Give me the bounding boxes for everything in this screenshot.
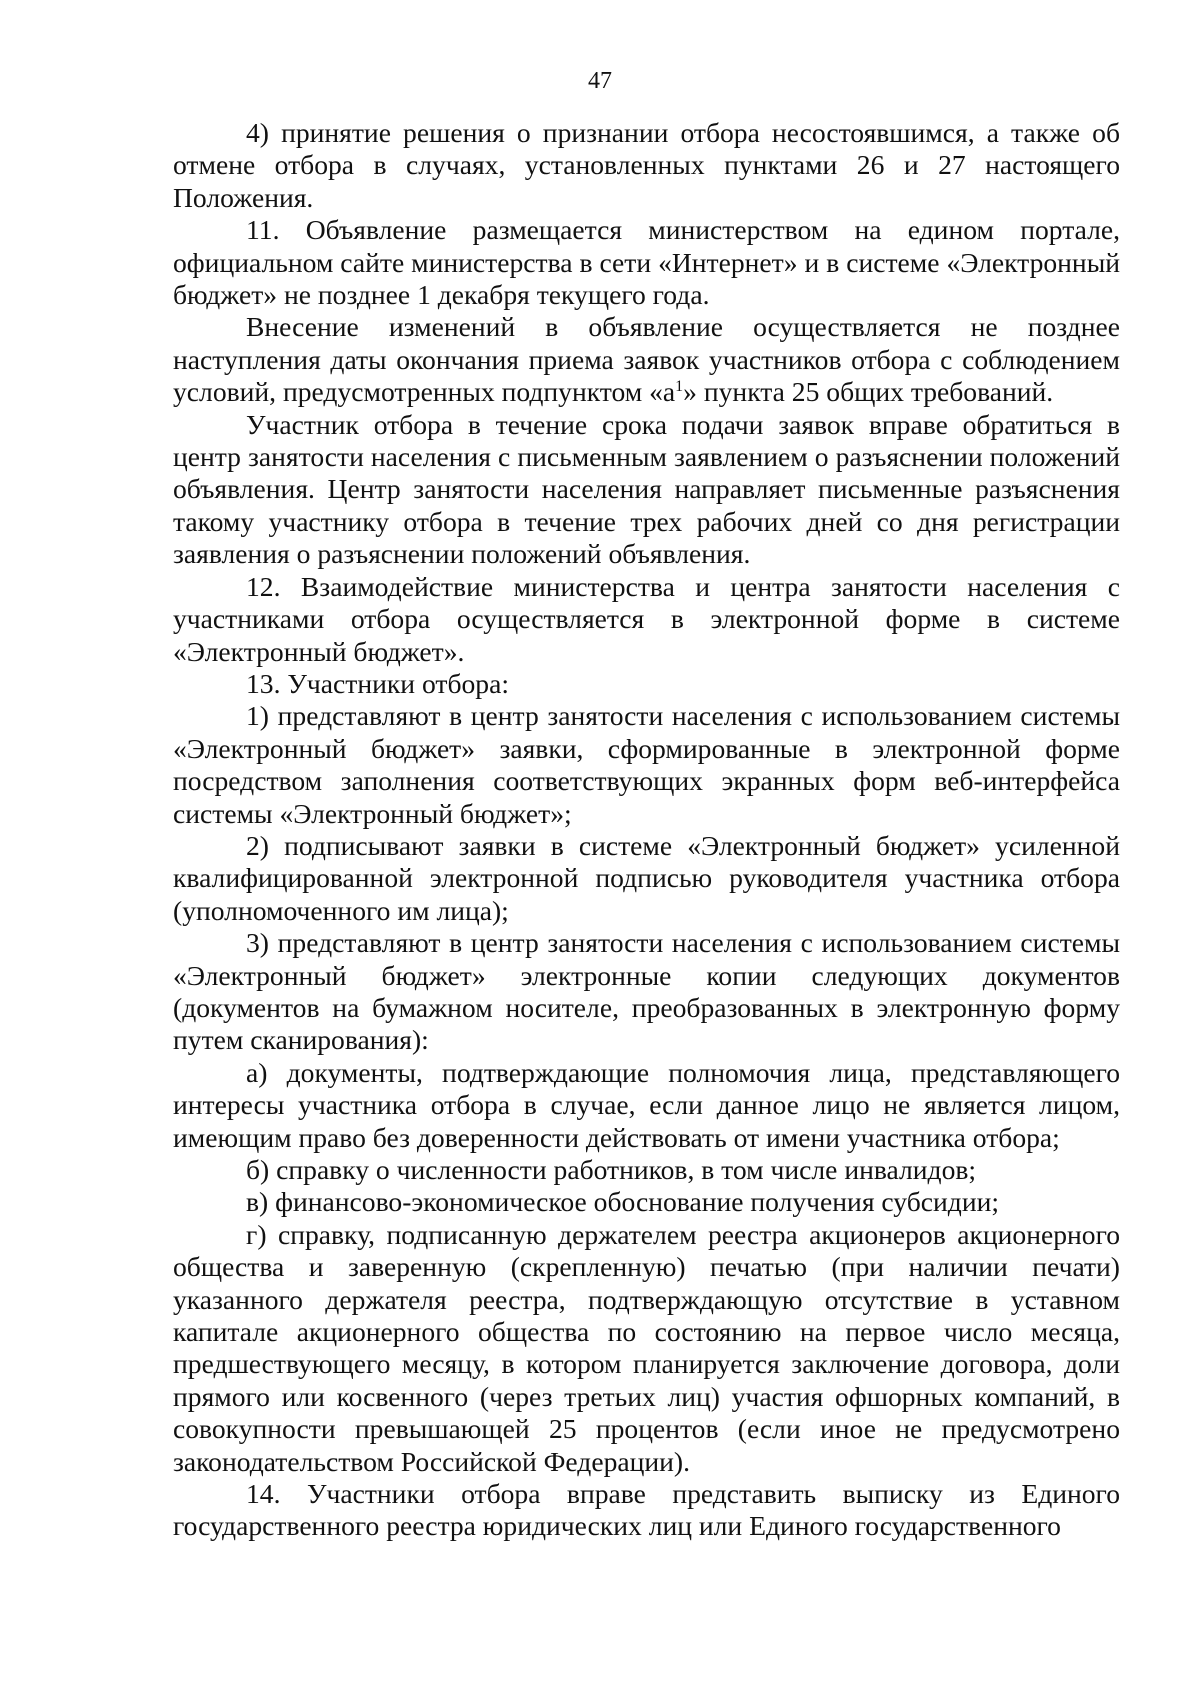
paragraph-13-participants: 13. Участники отбора: bbox=[246, 667, 510, 699]
paragraph-subitem-v: в) финансово-экономическое обоснование получения субсидии; bbox=[246, 1186, 1000, 1218]
paragraph-clarification-request: Участник отбора в течение срока подачи заявок вправе обратиться в центр занятости населения с письменным заявлением о разъяснении положений объявления. Центр занятости населения направляет письменные разъяснения такому участнику отбора в течение трех рабочих дней со дня регистрации заявления о разъяснении положений объявления. bbox=[173, 408, 1120, 570]
paragraph-subitem-a: а) документы, подтверждающие полномочия лица, представляющего интересы участника отбора в случае, если данное лицо не является лицом, имеющим право без доверенности действовать от имени участника отбора; bbox=[173, 1056, 1120, 1153]
document-body bbox=[173, 117, 1120, 1543]
paragraph-13-item-3: 3) представляют в центр занятости населения с использованием системы «Электронный бюджет» электронные копии следующих документов (документов на бумажном носителе, преобразованных в электронную форму путем сканирования): bbox=[173, 927, 1120, 1056]
paragraph-13-item-2: 2) подписывают заявки в системе «Электронный бюджет» усиленной квалифицированной электронной подписью руководителя участника отбора (уполномоченного им лица); bbox=[173, 829, 1120, 926]
paragraph-text-before-superscript: Внесение изменений в объявление осуществляется не позднее наступления даты окончания приема заявок участников отбора с соблюдением условий, предусмотренных подпунктом «а bbox=[173, 311, 1120, 408]
superscript-number: 1 bbox=[675, 378, 684, 396]
paragraph-text-after-superscript: » пункта 25 общих требований. bbox=[683, 376, 1054, 408]
page-number: 47 bbox=[588, 68, 612, 94]
paragraph-item-4-decision: 4) принятие решения о признании отбора несостоявшимся, а также об отмене отбора в случаях, установленных пунктами 26 и 27 настоящего Положения. bbox=[173, 117, 1120, 213]
paragraph-13-item-1: 1) представляют в центр занятости населения с использованием системы «Электронный бюджет» заявки, сформированные в электронной форме посредством заполнения соответствующих экранных форм веб-интерфейса системы «Электронный бюджет»; bbox=[173, 700, 1120, 829]
paragraph-14-extract: 14. Участники отбора вправе представить выписку из Единого государственного реестра юридических лиц или Единого государственного bbox=[173, 1478, 1120, 1542]
paragraph-subitem-b: б) справку о численности работников, в том числе инвалидов; bbox=[246, 1154, 977, 1185]
paragraph-announcement-changes bbox=[173, 311, 1120, 408]
paragraph-subitem-g: г) справку, подписанную держателем реестра акционеров акционерного общества и заверенную (скрепленную) печатью (при наличии печати) указанного держателя реестра, подтверждающую отсутствие в уставном капитале акционерного общества по состоянию на первое число месяца, предшествующего месяцу, в котором планируется заключение договора, доли прямого или косвенного (через третьих лиц) участия офшорных компаний, в совокупности превышающей 25 процентов (если иное не предусмотрено законодательством Российской Федерации). bbox=[173, 1218, 1120, 1477]
paragraph-12-interaction: 12. Взаимодействие министерства и центра занятости населения с участниками отбора осуществляется в электронной форме в системе «Электронный бюджет». bbox=[173, 570, 1120, 667]
paragraph-11-announcement: 11. Объявление размещается министерством на едином портале, официальном сайте министерства в сети «Интернет» и в системе «Электронный бюджет» не позднее 1 декабря текущего года. bbox=[173, 214, 1120, 311]
